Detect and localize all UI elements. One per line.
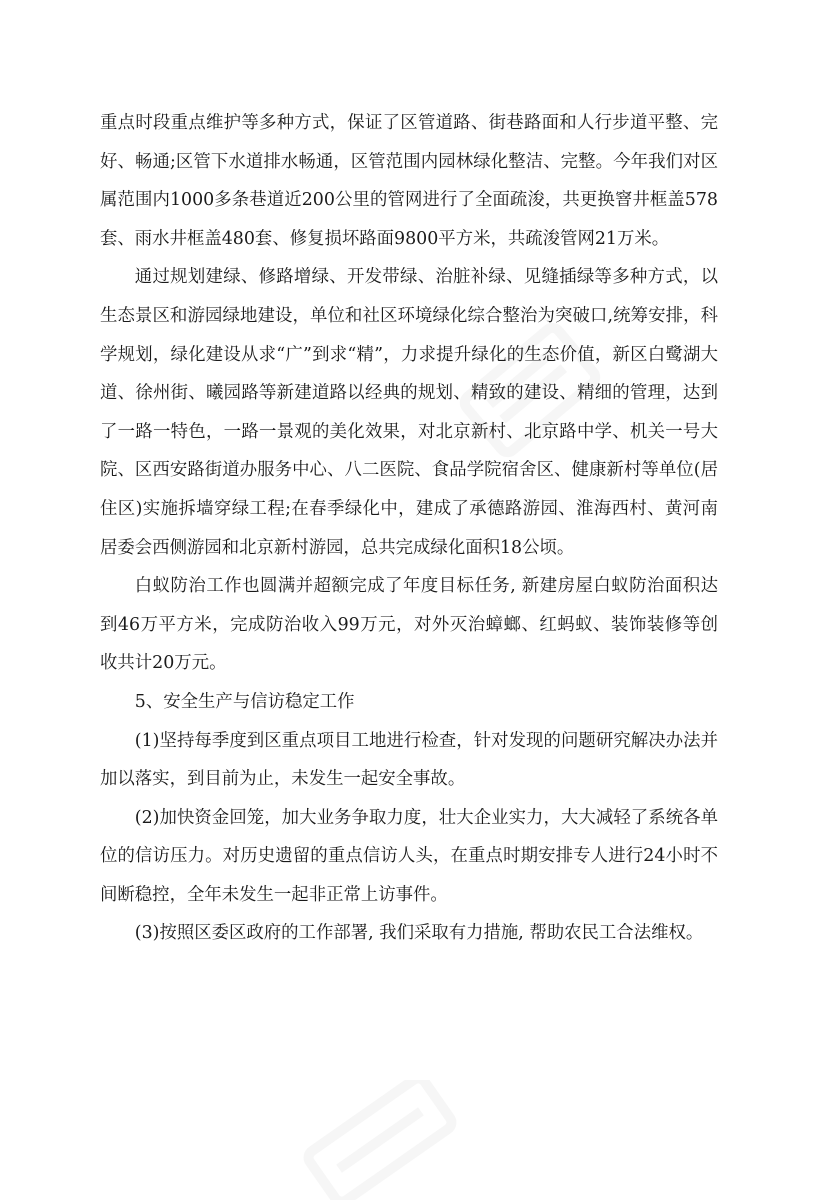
paragraph-safety-item-3: (3)按照区委区政府的工作部署, 我们采取有力措施, 帮助农民工合法维权。 (134, 923, 704, 944)
body-text (100, 104, 718, 953)
paragraph-road-maintenance: 重点时段重点维护等多种方式，保证了区管道路、街巷路面和人行步道平整、完好、畅通;区管下水道排水畅通，区管范围内园林绿化整洁、完整。今年我们对区属范围内1000多条巷道近200公里的管网进行了全面疏浚，共更换窨井框盖578套、雨水井框盖480套、修复损坏路面9800平方米，共疏浚管网21万米。 (100, 113, 718, 249)
watermark-icon (280, 1080, 480, 1200)
paragraph-safety-item-1: (1)坚持每季度到区重点项目工地进行检查，针对发现的问题研究解决办法并加以落实，到目前为止，未发生一起安全事故。 (100, 730, 718, 790)
paragraph-greening: 通过规划建绿、修路增绿、开发带绿、治脏补绿、见缝插绿等多种方式，以生态景区和游园绿地建设，单位和社区环境绿化综合整治为突破口,统筹安排，科学规划，绿化建设从求“广”到求“精”，力求提升绿化的生态价值，新区白鹭湖大道、徐州街、曦园路等新建道路以经典的规划、精致的建设、精细的管理，达到了一路一特色，一路一景观的美化效果，对北京新村、北京路中学、机关一号大院、区西安路街道办服务中心、八二医院、食品学院宿舍区、健康新村等单位(居住区)实施拆墙穿绿工程;在春季绿化中，建成了承德路游园、淮海西村、黄河南居委会西侧游园和北京新村游园，总共完成绿化面积18公顷。 (100, 267, 718, 558)
section-heading-safety: 5、安全生产与信访稳定工作 (134, 691, 355, 712)
paragraph-termite-control: 白蚁防治工作也圆满并超额完成了年度目标任务, 新建房屋白蚁防治面积达到46万平方米，完成防治收入99万元，对外灭治蟑螂、红蚂蚁、装饰装修等创收共计20万元。 (100, 576, 718, 674)
paragraph-safety-item-2: (2)加快资金回笼，加大业务争取力度，壮大企业实力，大大减轻了系统各单位的信访压力。对历史遗留的重点信访人头，在重点时期安排专人进行24小时不间断稳控，全年未发生一起非正常上访事件。 (100, 807, 718, 905)
